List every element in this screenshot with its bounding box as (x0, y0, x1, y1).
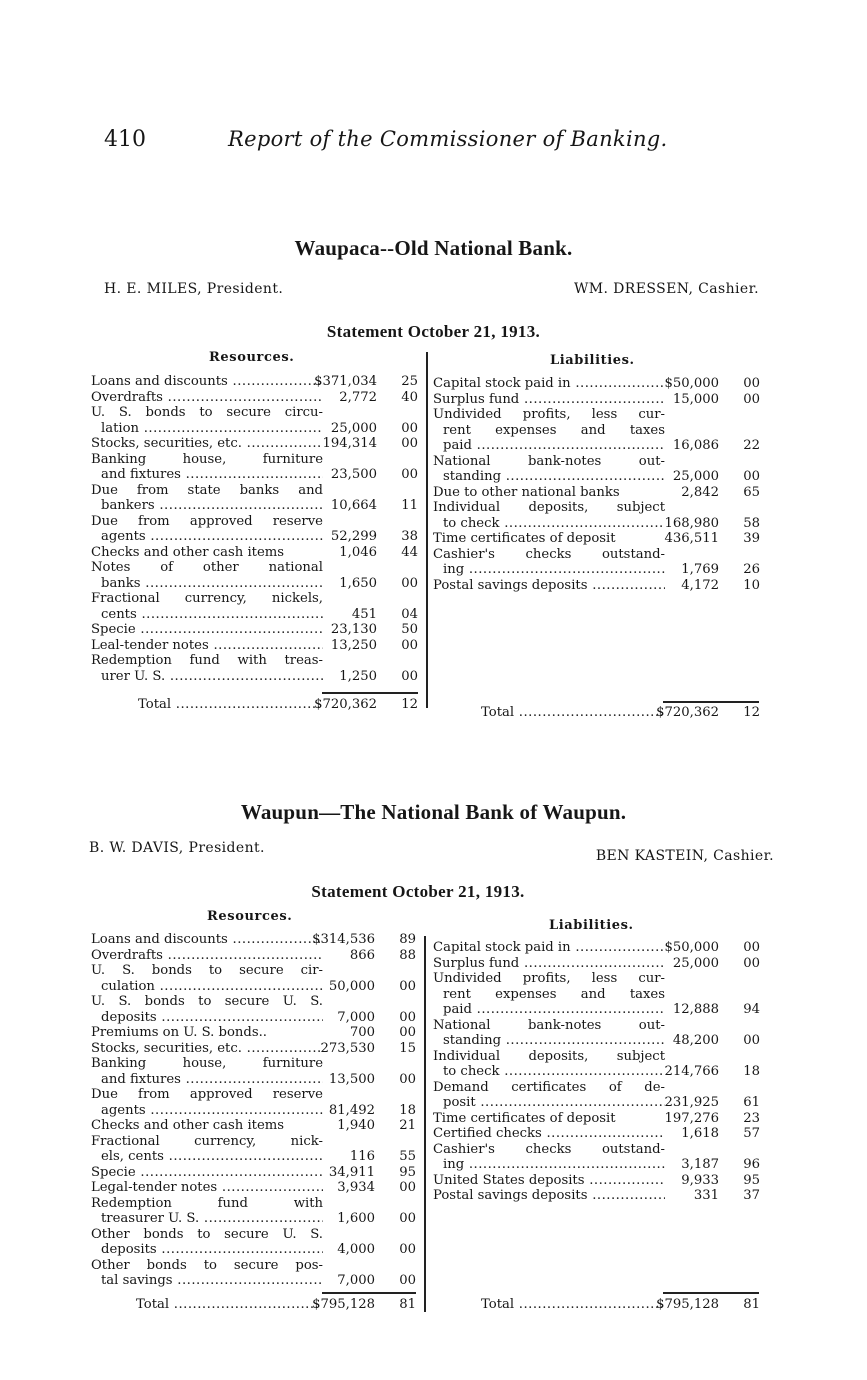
ledger-dollars: 7,000 (337, 1009, 375, 1025)
ledger-row (91, 436, 418, 452)
ledger-dollars: 34,911 (328, 1164, 375, 1180)
ledger-cents: 61 (743, 1095, 760, 1110)
ledger-label: Fractional currency, nickels, (91, 591, 323, 606)
ledger-row (433, 562, 760, 578)
ledger-cents: 00 (743, 940, 760, 955)
ledger-dollars: 25,000 (330, 420, 377, 436)
ledger-cents: 00 (401, 420, 418, 436)
ledger-cents: 00 (743, 376, 760, 391)
ledger-label: Stocks, securities, etc. ..... (91, 1041, 323, 1057)
ledger-label: Notes of other national (91, 560, 323, 575)
ledger-row (433, 407, 760, 423)
ledger-dollars: 194,314 (322, 436, 377, 451)
ledger-label: U. S. bonds to secure circu- (91, 405, 323, 420)
ledger-cents: 15 (399, 1040, 416, 1056)
ledger-dollars: 1,650 (339, 575, 377, 591)
ledger-label: els, cents ..... (91, 1149, 323, 1165)
column-divider (424, 936, 426, 1312)
ledger-dollars: 52,299 (330, 529, 377, 544)
ledger-label: Time certificates of deposit (433, 1110, 616, 1126)
ledger-label: Fractional currency, nick- (91, 1133, 323, 1149)
ledger-row (91, 1041, 416, 1057)
ledger-row (433, 485, 760, 501)
total-dollars: $720,362 (314, 697, 377, 712)
total-cents: 12 (401, 697, 418, 712)
ledger-label: and fixtures ..... (91, 467, 323, 483)
ledger-dollars: 16,086 (672, 438, 719, 453)
ledger-row (91, 529, 418, 545)
statement-date: Statement October 21, 1913. (326, 322, 541, 341)
resources-heading: Resources. (209, 350, 295, 365)
ledger-label: Overdrafts ..... (91, 948, 323, 964)
ledger-cents: 37 (743, 1188, 760, 1203)
president-line: H. E. MILES, President. (104, 281, 284, 297)
ledger-row (91, 545, 418, 561)
ledger-dollars: 168,980 (664, 515, 719, 531)
ledger-dollars: 451 (351, 606, 377, 622)
ledger-row (433, 454, 760, 470)
ledger-label: agents ..... (91, 1103, 323, 1119)
ledger-row (91, 514, 418, 530)
ledger-dollars: 23,130 (330, 622, 377, 637)
ledger-row (433, 1126, 760, 1142)
ledger-dollars: 331 (693, 1188, 719, 1203)
ledger-row (91, 374, 418, 390)
ledger-row (91, 653, 418, 669)
ledger-cents: 95 (399, 1164, 416, 1180)
ledger-cents: 25 (401, 374, 418, 389)
ledger-dollars: 13,500 (328, 1071, 375, 1087)
ledger-dollars: 231,925 (664, 1095, 719, 1110)
ledger-dollars: 23,500 (330, 467, 377, 482)
ledger-dollars: 9,933 (681, 1172, 719, 1188)
ledger-dollars: 3,187 (681, 1157, 719, 1172)
ledger-row (91, 421, 418, 437)
ledger-row (91, 1118, 416, 1134)
ledger-cents: 94 (743, 1002, 760, 1017)
ledger-label: treasurer U. S. ..... (91, 1211, 323, 1227)
ledger-cents: 89 (399, 932, 416, 947)
ledger-dollars: 1,940 (337, 1118, 375, 1133)
total-label: Total ..... (481, 705, 662, 720)
ledger-row (91, 607, 418, 623)
ledger-label: U. S. bonds to secure U. S. (91, 994, 323, 1009)
ledger-label: Banking house, furniture (91, 451, 323, 467)
ledger-label: Redemption fund with (91, 1195, 323, 1211)
resources-total-rule (322, 692, 418, 694)
ledger-row (433, 1049, 760, 1065)
ledger-row (433, 971, 760, 987)
ledger-row (433, 1002, 760, 1018)
total-cents: 81 (743, 1297, 760, 1312)
ledger-row (91, 1149, 416, 1165)
ledger-label: standing ..... (433, 1033, 665, 1049)
ledger-label: cents ..... (91, 607, 323, 623)
ledger-label: Certified checks ..... (433, 1126, 665, 1142)
ledger-row (433, 1142, 760, 1158)
ledger-row (433, 1018, 760, 1034)
total-cents: 81 (399, 1297, 416, 1312)
ledger-label: Undivided profits, less cur- (433, 971, 665, 986)
ledger-label: Specie ..... (91, 1165, 323, 1181)
ledger-row (433, 1095, 760, 1111)
liabilities-total-rule (663, 701, 759, 703)
ledger-cents: 21 (399, 1118, 416, 1133)
ledger-row (91, 576, 418, 592)
column-divider (426, 352, 428, 708)
ledger-label: banks ..... (91, 576, 323, 592)
ledger-dollars: 1,046 (339, 544, 377, 560)
ledger-cents: 39 (743, 531, 760, 546)
ledger-row (433, 1064, 760, 1080)
ledger-cents: 65 (743, 484, 760, 500)
ledger-dollars: 25,000 (672, 469, 719, 484)
ledger-dollars: 1,600 (337, 1211, 375, 1226)
ledger-row (433, 500, 760, 516)
ledger-row (433, 438, 760, 454)
ledger-label: paid ..... (433, 438, 665, 454)
ledger-label: Individual deposits, subject (433, 1048, 665, 1064)
ledger-label: Leal-tender notes ..... (91, 638, 323, 654)
ledger-label: Stocks, securities, etc. ..... (91, 436, 323, 452)
ledger-dollars: 2,772 (339, 389, 377, 405)
ledger-row (433, 1111, 760, 1127)
ledger-dollars: 116 (349, 1149, 375, 1164)
ledger-dollars: $50,000 (664, 940, 719, 955)
ledger-label: Postal savings deposits ..... (433, 578, 665, 594)
ledger-label: deposits ..... (91, 1242, 323, 1258)
ledger-label: to check ..... (433, 516, 665, 532)
ledger-dollars: $50,000 (664, 376, 719, 391)
ledger-dollars: 866 (349, 947, 375, 963)
ledger-cents: 00 (399, 1071, 416, 1087)
running-title: Report of the Commissioner of Banking. (228, 127, 668, 151)
ledger-label: Surplus fund ..... (433, 956, 665, 972)
total-dollars: $795,128 (656, 1297, 719, 1312)
ledger-row (433, 1080, 760, 1096)
ledger-label: Postal savings deposits ..... (433, 1188, 665, 1204)
resources-list (91, 932, 416, 1289)
ledger-label: ing ..... (433, 562, 665, 578)
ledger-label: National bank-notes out- (433, 1017, 665, 1033)
ledger-row (433, 547, 760, 563)
ledger-cents: 00 (743, 1033, 760, 1048)
ledger-row (91, 1134, 416, 1150)
ledger-dollars: 214,766 (664, 1064, 719, 1079)
ledger-label: urer U. S. ..... (91, 669, 323, 685)
ledger-row (91, 1227, 416, 1243)
ledger-label: Other bonds to secure U. S. (91, 1226, 323, 1242)
ledger-row (433, 1033, 760, 1049)
ledger-label: Premiums on U. S. bonds.. (91, 1025, 267, 1040)
ledger-label: ing ..... (433, 1157, 665, 1173)
ledger-cents: 00 (401, 575, 418, 591)
ledger-cents: 55 (399, 1149, 416, 1164)
ledger-label: Due from approved reserve (91, 1087, 323, 1102)
resources-list (91, 374, 418, 684)
ledger-cents: 00 (399, 1211, 416, 1226)
ledger-label: lation ..... (91, 421, 323, 437)
ledger-cents: 00 (743, 391, 760, 407)
ledger-row (433, 987, 760, 1003)
ledger-row (91, 948, 416, 964)
total-dollars: $720,362 (656, 705, 719, 720)
page-number: 410 (104, 127, 146, 152)
ledger-cents: 88 (399, 947, 416, 963)
ledger-row (91, 638, 418, 654)
ledger-label: Overdrafts ..... (91, 390, 323, 406)
ledger-dollars: 25,000 (672, 955, 719, 971)
ledger-row (91, 1258, 416, 1274)
liabilities-total-rule (663, 1292, 759, 1294)
ledger-label: bankers ..... (91, 498, 323, 514)
ledger-row (433, 469, 760, 485)
ledger-label: posit ..... (433, 1095, 665, 1111)
ledger-row (91, 467, 418, 483)
ledger-row (91, 390, 418, 406)
ledger-cents: 38 (401, 529, 418, 544)
ledger-cents: 11 (401, 498, 418, 513)
ledger-row (91, 1211, 416, 1227)
ledger-cents: 57 (743, 1126, 760, 1141)
ledger-row (91, 591, 418, 607)
ledger-row (433, 392, 760, 408)
ledger-row (91, 1242, 416, 1258)
ledger-label: Demand certificates of de- (433, 1079, 665, 1095)
ledger-label: tal savings ..... (91, 1273, 323, 1289)
ledger-dollars: 12,888 (672, 1002, 719, 1017)
ledger-row (433, 956, 760, 972)
ledger-cents: 18 (399, 1102, 416, 1118)
ledger-cents: 00 (399, 1009, 416, 1025)
ledger-cents: 00 (743, 955, 760, 971)
ledger-cents: 95 (743, 1172, 760, 1188)
ledger-label: and fixtures ..... (91, 1072, 323, 1088)
ledger-row (91, 1180, 416, 1196)
ledger-row (91, 405, 418, 421)
ledger-dollars: 48,200 (672, 1033, 719, 1048)
liabilities-heading: Liabilities. (549, 918, 634, 933)
ledger-dollars: 273,530 (320, 1040, 375, 1056)
ledger-cents: 00 (399, 1273, 416, 1288)
ledger-dollars: 10,664 (330, 498, 377, 513)
ledger-dollars: 50,000 (328, 978, 375, 994)
ledger-label: Capital stock paid in ..... (433, 940, 665, 956)
ledger-row (433, 1173, 760, 1189)
resources-total-rule (322, 1292, 416, 1294)
ledger-cents: 00 (399, 1025, 416, 1040)
ledger-label: deposits ..... (91, 1010, 323, 1026)
ledger-cents: 18 (743, 1064, 760, 1079)
ledger-row (91, 622, 418, 638)
ledger-cents: 00 (401, 668, 418, 684)
ledger-cents: 22 (743, 438, 760, 453)
ledger-row (91, 498, 418, 514)
total-cents: 12 (743, 705, 760, 720)
ledger-label: culation ..... (91, 979, 323, 995)
total-dollars: $795,128 (312, 1297, 375, 1312)
ledger-row (91, 1025, 416, 1041)
ledger-row (433, 1157, 760, 1173)
ledger-dollars: 4,172 (681, 577, 719, 593)
ledger-dollars: 2,842 (681, 484, 719, 500)
ledger-cents: 00 (401, 637, 418, 653)
ledger-label: Redemption fund with treas- (91, 653, 323, 668)
ledger-cents: 40 (401, 389, 418, 405)
ledger-row (433, 1188, 760, 1204)
ledger-label: Specie ..... (91, 622, 323, 638)
ledger-dollars: 436,511 (664, 531, 719, 546)
ledger-cents: 23 (743, 1110, 760, 1126)
ledger-dollars: $371,034 (314, 374, 377, 389)
ledger-row (91, 979, 416, 995)
ledger-cents: 00 (399, 1242, 416, 1257)
ledger-label: Due from state banks and (91, 482, 323, 498)
ledger-label: rent expenses and taxes (443, 422, 665, 438)
ledger-label: Capital stock paid in ..... (433, 376, 665, 392)
ledger-label: Individual deposits, subject (433, 500, 665, 515)
ledger-label: Checks and other cash items (91, 544, 285, 560)
ledger-row (91, 994, 416, 1010)
ledger-dollars: 81,492 (328, 1102, 375, 1118)
president-line: B. W. DAVIS, President. (89, 840, 265, 856)
ledger-cents: 00 (743, 469, 760, 484)
ledger-label: United States deposits ..... (433, 1173, 665, 1189)
ledger-dollars: 1,769 (681, 562, 719, 577)
ledger-cents: 26 (743, 562, 760, 577)
ledger-row (433, 940, 760, 956)
ledger-row (91, 963, 416, 979)
ledger-label: standing ..... (433, 469, 665, 485)
ledger-row (91, 1010, 416, 1026)
ledger-row (91, 560, 418, 576)
ledger-row (91, 1196, 416, 1212)
ledger-row (91, 1072, 416, 1088)
ledger-dollars: 1,250 (339, 668, 377, 684)
ledger-row (433, 516, 760, 532)
ledger-dollars: 15,000 (672, 391, 719, 407)
ledger-label: Undivided profits, less cur- (433, 407, 665, 422)
ledger-row (91, 669, 418, 685)
ledger-label: Surplus fund ..... (433, 392, 665, 408)
ledger-row (91, 1087, 416, 1103)
ledger-row (91, 1103, 416, 1119)
ledger-dollars: 4,000 (337, 1242, 375, 1257)
ledger-cents: 04 (401, 606, 418, 622)
ledger-row (91, 483, 418, 499)
liabilities-heading: Liabilities. (550, 353, 635, 368)
ledger-cents: 00 (399, 1180, 416, 1195)
ledger-cents: 00 (401, 436, 418, 451)
ledger-label: Loans and discounts ..... (91, 932, 323, 948)
ledger-row (433, 578, 760, 594)
ledger-row (433, 423, 760, 439)
ledger-label: Due to other national banks (433, 484, 620, 500)
ledger-label: Time certificates of deposit (433, 531, 616, 546)
total-label: Total ..... (481, 1297, 662, 1312)
liabilities-list (433, 940, 760, 1204)
ledger-label: paid ..... (433, 1002, 665, 1018)
total-label: Total ..... (136, 1297, 320, 1312)
ledger-label: Legal-tender notes ..... (91, 1180, 323, 1196)
ledger-dollars: 7,000 (337, 1273, 375, 1288)
ledger-row (433, 531, 760, 547)
ledger-label: Other bonds to secure pos- (91, 1257, 323, 1273)
ledger-label: Due from approved reserve (91, 513, 323, 529)
bank-title: Waupaca--Old National Bank. (294, 236, 573, 260)
statement-date: Statement October 21, 1913. (311, 882, 525, 901)
ledger-label: Banking house, furniture (91, 1056, 323, 1071)
ledger-cents: 00 (401, 467, 418, 482)
resources-heading: Resources. (207, 909, 293, 924)
cashier-line: BEN KASTEIN, Cashier. (595, 848, 774, 864)
total-label: Total ..... (138, 697, 320, 712)
ledger-cents: 96 (743, 1157, 760, 1172)
cashier-line: WM. DRESSEN, Cashier. (573, 281, 759, 297)
ledger-label: rent expenses and taxes (443, 986, 665, 1002)
ledger-row (433, 376, 760, 392)
ledger-cents: 58 (743, 515, 760, 531)
ledger-dollars: 13,250 (330, 637, 377, 653)
ledger-label: Loans and discounts ..... (91, 374, 323, 390)
ledger-dollars: 700 (349, 1025, 375, 1040)
ledger-cents: 50 (401, 622, 418, 637)
ledger-cents: 44 (401, 544, 418, 560)
ledger-label: agents ..... (91, 529, 323, 545)
ledger-row (91, 932, 416, 948)
ledger-dollars: 197,276 (664, 1110, 719, 1126)
ledger-cents: 10 (743, 577, 760, 593)
ledger-label: Cashier's checks outstand- (433, 546, 665, 562)
ledger-dollars: 3,934 (337, 1180, 375, 1195)
ledger-label: National bank-notes out- (433, 453, 665, 469)
ledger-label: U. S. bonds to secure cir- (91, 963, 323, 978)
ledger-label: Checks and other cash items (91, 1118, 285, 1133)
ledger-row (91, 1056, 416, 1072)
liabilities-list (433, 376, 760, 593)
bank-title: Waupun—The National Bank of Waupun. (240, 800, 627, 824)
ledger-label: to check ..... (433, 1064, 665, 1080)
ledger-row (91, 1273, 416, 1289)
ledger-cents: 00 (399, 978, 416, 994)
ledger-dollars: 1,618 (681, 1126, 719, 1141)
ledger-label: Cashier's checks outstand- (433, 1141, 665, 1157)
ledger-row (91, 1165, 416, 1181)
ledger-row (91, 452, 418, 468)
ledger-dollars: $314,536 (312, 932, 375, 947)
